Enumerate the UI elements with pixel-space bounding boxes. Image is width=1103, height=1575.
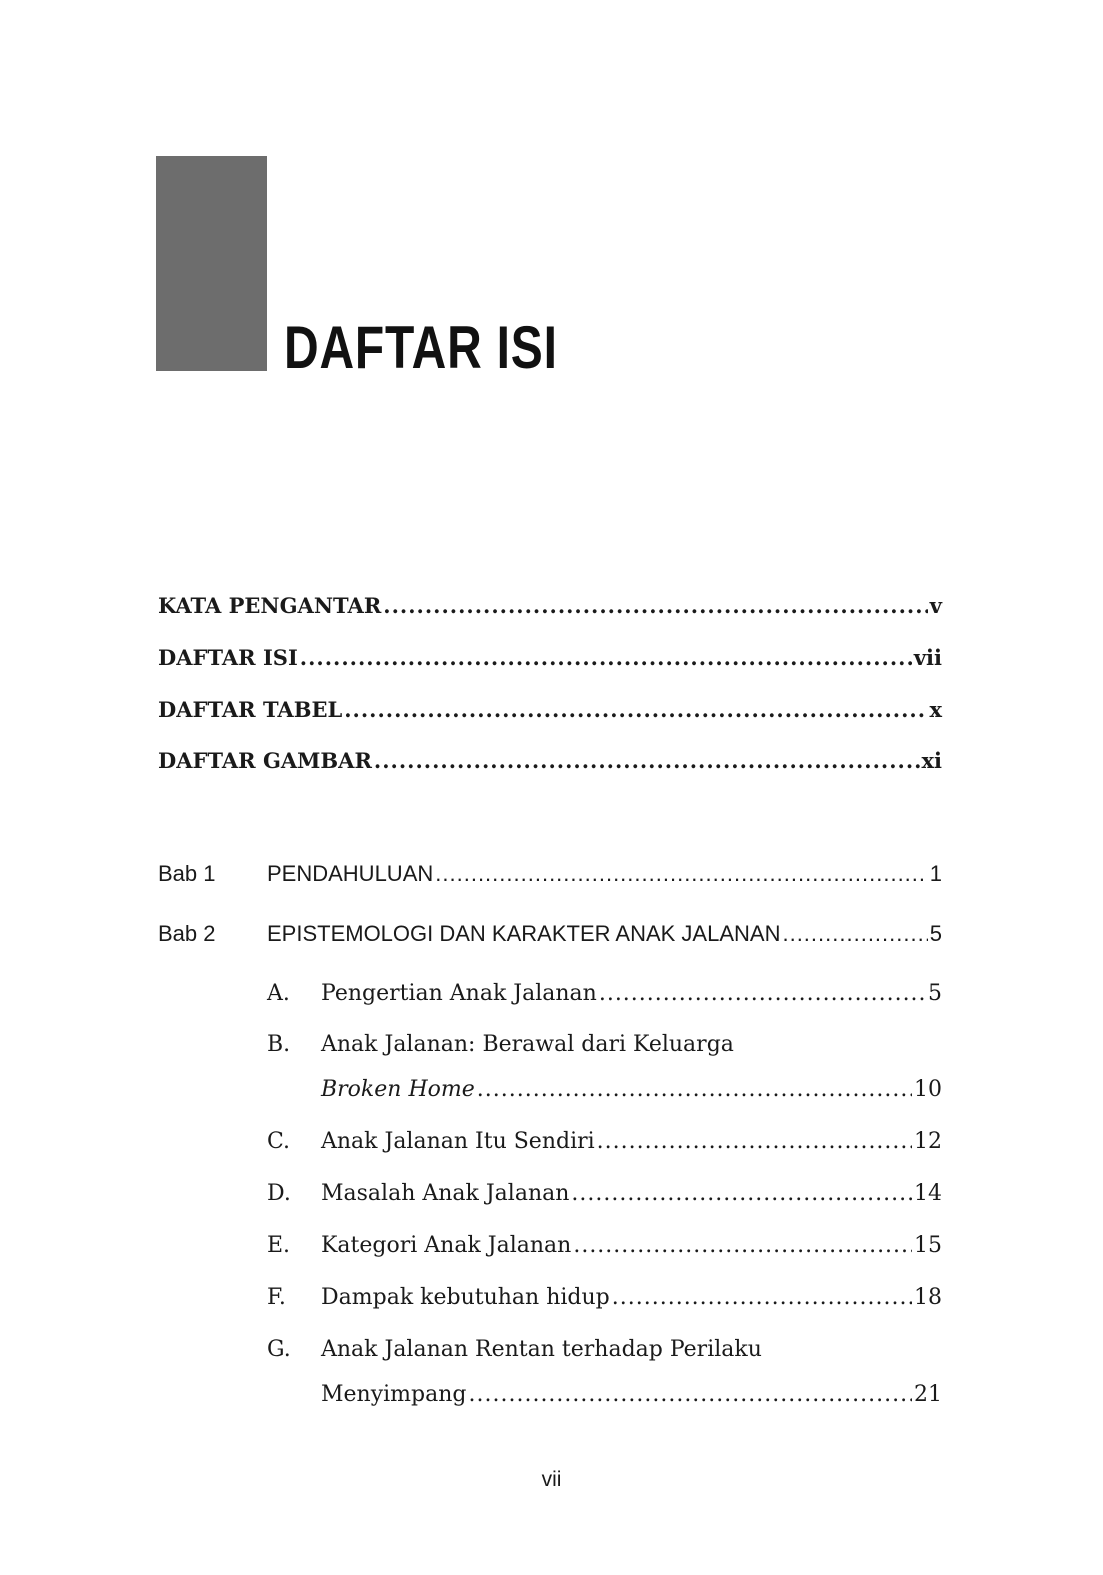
section-page: 21 xyxy=(914,1382,942,1407)
toc-entry-page: v xyxy=(929,593,942,618)
toc-entry-title: KATA PENGANTAR xyxy=(158,593,382,618)
section-letter: G. xyxy=(267,1337,291,1362)
toc-chapter-2[interactable] xyxy=(267,919,942,949)
toc-entry-title: DAFTAR TABEL xyxy=(158,697,343,722)
toc-section-a[interactable] xyxy=(321,979,942,1009)
toc-entry-title: DAFTAR GAMBAR xyxy=(158,748,372,773)
section-title: Anak Jalanan Itu Sendiri xyxy=(321,1129,595,1154)
toc-section-c[interactable] xyxy=(321,1127,942,1157)
toc-leader xyxy=(477,1075,912,1105)
section-title-line1[interactable]: Anak Jalanan Rentan terhadap Perilaku xyxy=(321,1337,762,1362)
chapter-label: Bab 1 xyxy=(158,861,216,886)
section-page: 14 xyxy=(914,1181,942,1206)
section-letter: C. xyxy=(267,1129,291,1154)
page-title: DAFTAR ISI xyxy=(284,314,558,381)
section-letter: B. xyxy=(267,1032,291,1057)
toc-chapter-1[interactable] xyxy=(267,859,942,889)
toc-entry-page: vii xyxy=(913,645,942,670)
toc-leader xyxy=(612,1283,912,1313)
section-title: Kategori Anak Jalanan xyxy=(321,1233,572,1258)
toc-section-d[interactable] xyxy=(321,1179,942,1209)
toc-leader xyxy=(782,919,927,949)
toc-entry-daftar-gambar[interactable] xyxy=(158,746,942,776)
section-page: 10 xyxy=(914,1077,942,1102)
toc-leader xyxy=(435,859,927,889)
section-title: Pengertian Anak Jalanan xyxy=(321,981,597,1006)
section-title: Masalah Anak Jalanan xyxy=(321,1181,570,1206)
section-letter: D. xyxy=(267,1181,291,1206)
toc-leader xyxy=(383,591,928,621)
section-title-line2: Broken Home xyxy=(321,1077,475,1102)
section-title: Dampak kebutuhan hidup xyxy=(321,1285,610,1310)
toc-leader xyxy=(300,643,912,673)
chapter-page: 5 xyxy=(929,921,942,946)
section-title-line1[interactable]: Anak Jalanan: Berawal dari Keluarga xyxy=(321,1032,734,1057)
title-decor-block xyxy=(156,156,267,371)
toc-entry-title: DAFTAR ISI xyxy=(158,645,298,670)
chapter-title: EPISTEMOLOGI DAN KARAKTER ANAK JALANAN xyxy=(267,921,781,946)
toc-entry-page: xi xyxy=(921,748,942,773)
toc-leader xyxy=(374,746,920,776)
toc-entry-daftar-isi[interactable] xyxy=(158,643,942,673)
toc-leader xyxy=(571,1179,912,1209)
chapter-page: 1 xyxy=(929,861,942,886)
section-title-line2: Menyimpang xyxy=(321,1382,467,1407)
toc-entry-kata-pengantar[interactable] xyxy=(158,591,942,621)
section-page: 18 xyxy=(914,1285,942,1310)
chapter-title: PENDAHULUAN xyxy=(267,861,434,886)
section-page: 15 xyxy=(914,1233,942,1258)
section-page: 5 xyxy=(928,981,942,1006)
toc-leader xyxy=(469,1380,913,1410)
toc-leader xyxy=(599,979,926,1009)
toc-entry-daftar-tabel[interactable] xyxy=(158,695,942,725)
chapter-label: Bab 2 xyxy=(158,921,216,946)
section-letter: F. xyxy=(267,1285,286,1310)
toc-leader xyxy=(597,1127,912,1157)
toc-leader xyxy=(573,1231,912,1261)
toc-section-g[interactable] xyxy=(321,1380,942,1410)
section-letter: E. xyxy=(267,1233,291,1258)
toc-section-b[interactable] xyxy=(321,1075,942,1105)
section-page: 12 xyxy=(914,1129,942,1154)
page-number: vii xyxy=(541,1468,562,1491)
toc-section-e[interactable] xyxy=(321,1231,942,1261)
toc-entry-page: x xyxy=(929,697,942,722)
toc-leader xyxy=(344,695,927,725)
section-letter: A. xyxy=(267,981,290,1006)
toc-section-f[interactable] xyxy=(321,1283,942,1313)
